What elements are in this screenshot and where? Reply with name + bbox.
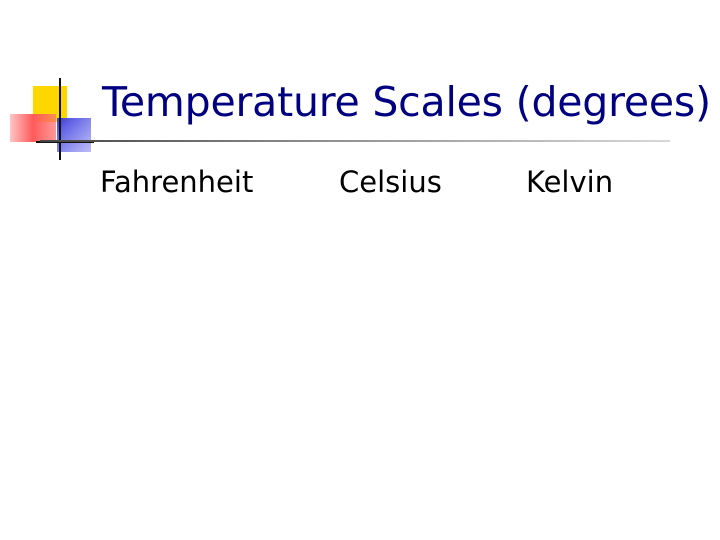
- slide-logo-icon: [0, 0, 110, 170]
- column-label-fahrenheit: Fahrenheit: [100, 165, 254, 199]
- slide-title: Temperature Scales (degrees): [102, 78, 711, 126]
- column-label-kelvin: Kelvin: [526, 165, 614, 199]
- title-divider: [40, 140, 670, 142]
- column-label-celsius: Celsius: [339, 165, 442, 199]
